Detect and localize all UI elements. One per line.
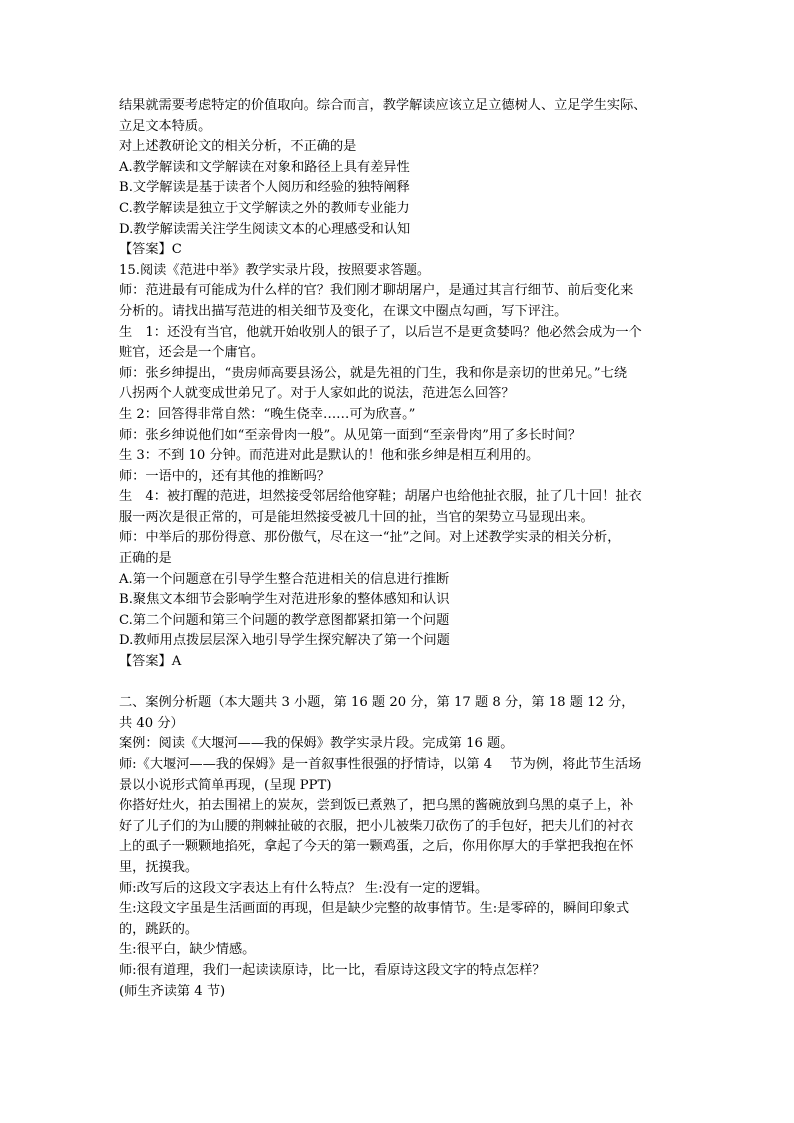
text-line: 生 2：回答得非常自然：“晚生侥幸……可为欣喜。” (119, 406, 416, 422)
text-line: 赃官，还会是一个庸官。 (119, 345, 265, 361)
text-line: 师：中举后的那份得意、那份傲气，尽在这一“扯”之间。对上述教学实录的相关分析， (119, 530, 621, 546)
section-heading: 二、案例分析题（本大题共 3 小题，第 16 题 20 分，第 17 题 8 分，第 18 题 12 分， (119, 695, 635, 711)
question-title: 15.阅读《范进中举》教学实录片段，按照要求答题。 (119, 262, 431, 278)
answer-line: 【答案】A (119, 654, 182, 670)
text-line: 师：张乡绅说他们如“至亲骨肉一般”。从见第一面到“至亲骨肉”用了多长时间？ (119, 427, 582, 443)
question-stem: 对上述教研论文的相关分析，不正确的是 (119, 139, 357, 155)
option-b: B.文学解读是基于读者个人阅历和经验的独特阐释 (119, 180, 410, 196)
option-c: C.教学解读是独立于文学解读之外的教师专业能力 (119, 200, 410, 216)
case-intro: 案例：阅读《大堰河——我的保姆》教学实录片段。完成第 16 题。 (119, 736, 514, 752)
option-a: A.第一个问题意在引导学生整合范进相关的信息进行推断 (119, 571, 450, 587)
option-c: C.第二个问题和第三个问题的教学意图都紧扣第一个问题 (119, 612, 450, 628)
option-b: B.聚焦文本细节会影响学生对范进形象的整体感知和认识 (119, 592, 450, 608)
option-d: D.教师用点拨层层深入地引导学生探究解决了第一个问题 (119, 633, 450, 649)
text-line: 师：范进最有可能成为什么样的官？我们刚才聊胡屠户，是通过其言行细节、前后变化来 (119, 283, 634, 299)
text-line: 师:很有道理，我们一起读读原诗，比一比，看原诗这段文字的特点怎样？ (119, 962, 546, 978)
text-line: 师:改写后的这段文字表达上有什么特点？ 生:没有一定的逻辑。 (119, 880, 489, 896)
text-line: 师:《大堰河——我的保姆》是一首叙事性很强的抒情诗，以第 4 节为例，将此节生活场 (119, 757, 642, 772)
question-stem: 正确的是 (119, 551, 172, 567)
text-line: 里，抚摸我。 (119, 859, 199, 875)
text-line: 师：张乡绅提出，“贵房师高要县汤公，就是先祖的门生，我和你是亲切的世弟兄。”七绕 (119, 365, 628, 381)
text-line: 景以小说形式简单再现，(呈现 PPT) (119, 777, 332, 793)
text-line: 师：一语中的，还有其他的推断吗？ (119, 468, 330, 484)
text-line: 好了儿子们的为山腰的荆棘扯破的衣服，把小儿被柴刀砍伤了的手包好，把夫儿们的衬衣 (119, 818, 634, 834)
text-line: 上的虱子一颗颗地掐死，拿起了今天的第一颗鸡蛋，之后，你用你厚大的手掌把我抱在怀 (119, 839, 634, 855)
text-line: 生 1：还没有当官，他就开始收别人的银子了，以后岂不是更贪婪吗？他必然会成为一个 (119, 324, 642, 340)
text-line: 生 3：不到 10 分钟。而范进对此是默认的！他和张乡绅是相互利用的。 (119, 448, 540, 464)
text-line: 的，跳跃的。 (119, 921, 199, 937)
option-d: D.教学解读需关注学生阅读文本的心理感受和认知 (119, 221, 411, 237)
section-heading: 共 40 分） (119, 715, 184, 731)
blank-line (119, 673, 679, 694)
text-line: 八拐两个人就变成世弟兄了。对于人家如此的说法，范进怎么回答？ (119, 386, 515, 402)
document-page (119, 96, 679, 1002)
option-a: A.教学解读和文学解读在对象和路径上具有差异性 (119, 159, 410, 175)
text-line: 结果就需要考虑特定的价值取向。综合而言，教学解读应该立足立德树人、立足学生实际、 (119, 98, 647, 113)
text-line: 分析的。请找出描写范进的相关细节及变化，在课文中圈点勾画，写下评注。 (119, 303, 568, 319)
text-line: 立足文本特质。 (119, 118, 212, 134)
text-line: 生 4：被打醒的范进，坦然接受邻居给他穿鞋；胡屠户也给他扯衣服，扯了几十回！扯衣 (119, 489, 642, 505)
text-line: 服一两次是很正常的，可是能坦然接受被几十回的扯，当官的架势立马显现出来。 (119, 509, 594, 525)
answer-line: 【答案】C (119, 242, 182, 258)
text-line: (师生齐读第 4 节) (119, 983, 226, 999)
text-line: 生:很平白，缺少情感。 (119, 942, 256, 958)
text-line: 生:这段文字虽是生活画面的再现，但是缺少完整的故事情节。生:是零碎的，瞬间印象式 (119, 901, 630, 917)
text-line: 你搭好灶火，拍去围裙上的炭灰，尝到饭已煮熟了，把乌黑的酱碗放到乌黑的桌子上，补 (119, 798, 634, 814)
